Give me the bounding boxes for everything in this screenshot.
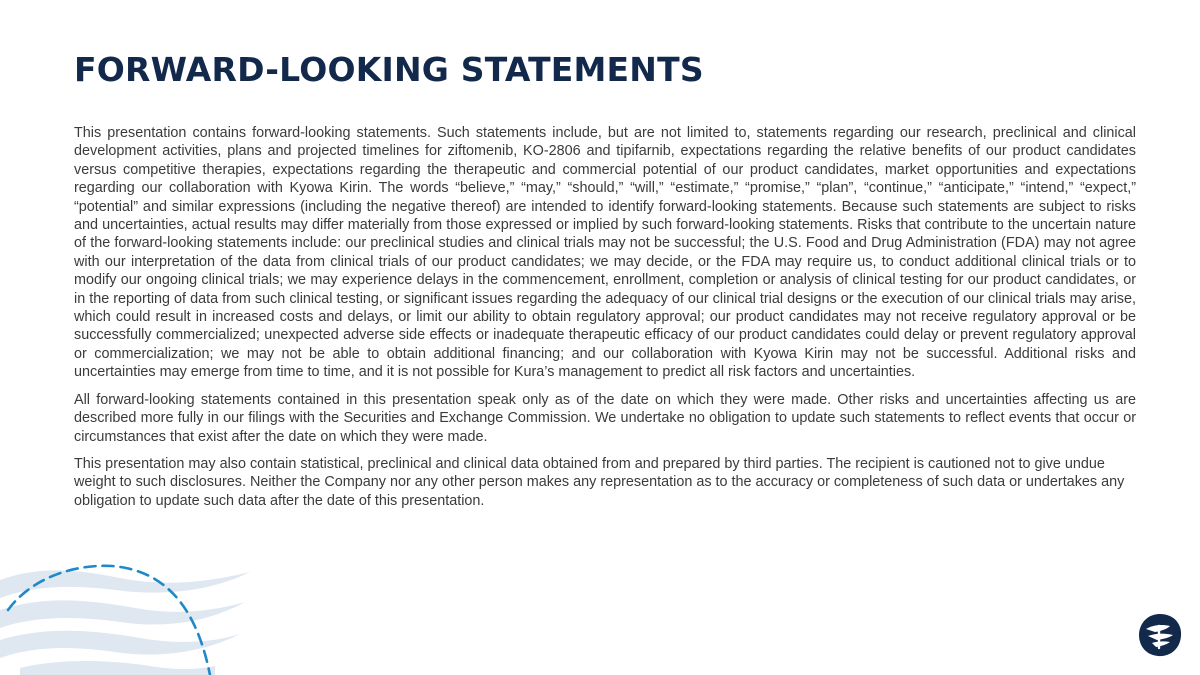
paragraph-filings: All forward-looking statements contained in this presentation speak only as of the date on which they were made. Other risks and uncertainties affecting us are described more fully in our filings with the Securities and Exchange Commission. We undertake no obligation to update such statements to reflect events that occur or circumstances that exist after the date on which they were made. xyxy=(74,391,1136,445)
paragraph-third-party-data: This presentation may also contain statistical, preclinical and clinical data obtained from and prepared by third parties. The recipient is cautioned not to give undue weight to such disclosures. Neither the Company nor any other person makes any representation as to the accuracy or completeness of such data or undertakes any obligation to update such data after the date of this presentation. xyxy=(74,455,1125,509)
page-title: FORWARD-LOOKING STATEMENTS xyxy=(74,50,704,89)
wave-decoration xyxy=(0,540,260,675)
wave-band-2 xyxy=(0,600,245,628)
kura-logo-icon xyxy=(1137,612,1183,658)
disclaimer-body xyxy=(74,124,1136,519)
paragraph-risks: This presentation contains forward-looking statements. Such statements include, but are not limited to, statements regarding our research, preclinical and clinical development activities, plans and projected timelines for ziftomenib, KO-2806 and tipifarnib, expectations regarding the relative benefits of our product candidates versus competitive therapies, expectations regarding the therapeutic and commercial potential of our product candidates, market opportunities and expectations regarding our collaboration with Kyowa Kirin. The words “believe,” “may,” “should,” “will,” “estimate,” “promise,” “plan”, “continue,” “anticipate,” “intend,” “expect,” “potential” and similar expressions (including the negative thereof) are intended to identify forward-looking statements. Because such statements are subject to risks and uncertainties, actual results may differ materially from those expressed or implied by such forward-looking statements. Risks that contribute to the uncertain nature of the forward-looking statements include: our preclinical studies and clinical trials may not be successful; the U.S. Food and Drug Administration (FDA) may not agree with our interpretation of the data from clinical trials of our product candidates; we may decide, or the FDA may require us, to conduct additional clinical trials or to modify our ongoing clinical trials; we may experience delays in the commencement, enrollment, completion or analysis of clinical testing for our product candidates, or in the reporting of data from such clinical testing, or significant issues regarding the adequacy of our clinical trial designs or the execution of our clinical trials may arise, which could result in increased costs and delays, or limit our ability to obtain regulatory approval; our product candidates may not receive regulatory approval or be successfully commercialized; unexpected adverse side effects or inadequate therapeutic efficacy of our product candidates could delay or prevent regulatory approval or commercialization; we may not be able to obtain additional financing; and our collaboration with Kyowa Kirin may not be successful. Additional risks and uncertainties may emerge from time to time, and it is not possible for Kura’s management to predict all risk factors and uncertainties. xyxy=(74,125,1136,381)
wave-band-4 xyxy=(20,661,215,675)
